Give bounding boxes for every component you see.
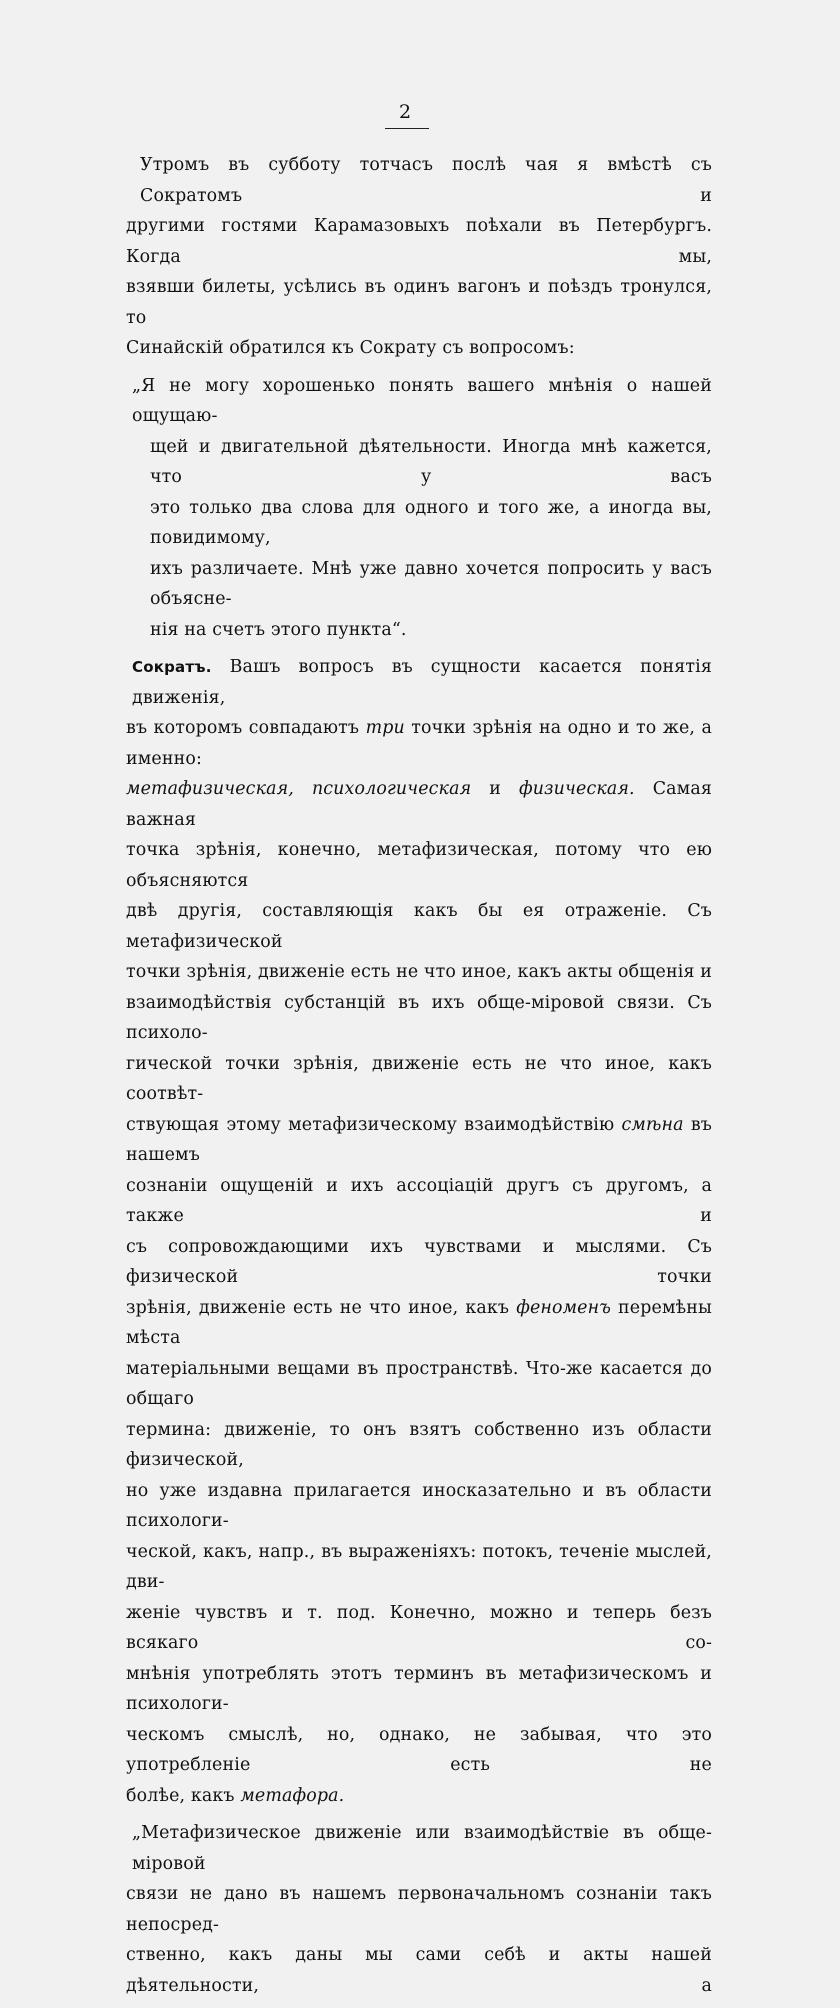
body-text	[126, 150, 712, 2008]
text-span: ствующая этому метафизическому взаимодѣйствію	[126, 1114, 622, 1135]
paragraph-3-socrates	[126, 652, 712, 1811]
text-line: другими гостями Карамазовыхъ поѣхали въ Петербургъ. Когда мы,	[126, 216, 712, 267]
text-line: взявши билеты, усѣлись въ одинъ вагонъ и поѣздъ тронулся, то	[126, 277, 712, 328]
italic-span: метафизическая,	[126, 779, 294, 799]
text-line	[126, 1781, 712, 1812]
text-span: точки зрѣнія на одно и то же, а именно:	[126, 718, 713, 769]
text-line: ческой, какъ, напр., въ выраженіяхъ: потокъ, теченіе мыслей, дви-	[126, 1541, 712, 1592]
text-span: Вашъ вопросъ въ сущности касается понятія движенія,	[132, 657, 712, 708]
page-number-rule	[385, 128, 429, 129]
text-line: взаимодѣйствія субстанцій въ ихъ обще-міровой связи. Съ психоло-	[126, 992, 712, 1043]
speaker-name: Сократъ.	[132, 658, 212, 676]
text-line	[126, 713, 712, 774]
italic-span: три	[365, 718, 405, 738]
text-line: „Метафизическое движеніе или взаимодѣйствіе въ обще-міровой	[132, 1823, 712, 1874]
text-line: точки зрѣнія, движеніе есть не что иное, какъ акты общенія и	[126, 962, 712, 982]
text-line: щей и двигательной дѣятельности. Иногда мнѣ кажется, что у васъ	[150, 436, 712, 487]
text-line: связи не дано въ нашемъ первоначальномъ сознаніи такъ непосред-	[126, 1884, 712, 1935]
italic-span: метафора.	[240, 1785, 345, 1806]
text-line: но уже издавна прилагается иносказательно и въ области психологи-	[126, 1480, 712, 1531]
italic-span: физическая.	[518, 779, 635, 799]
paragraph-4	[126, 1818, 712, 2001]
text-span: и	[471, 779, 519, 799]
text-line: гической точки зрѣнія, движеніе есть не что иное, какъ соотвѣт-	[126, 1053, 712, 1104]
text-span: въ нашемъ	[126, 1114, 712, 1165]
italic-span: психологическая	[311, 779, 472, 799]
text-line: сознаніи ощущеній и ихъ ассоціацій другъ съ другомъ, а также и	[126, 1175, 712, 1226]
text-line	[126, 774, 712, 835]
text-line	[126, 1293, 712, 1354]
text-line: ческомъ смыслѣ, но, однако, не забывая, что это употребленіе есть не	[126, 1724, 712, 1775]
text-line: двѣ другія, составляющія какъ бы ея отраженіе. Съ метафизической	[126, 901, 712, 952]
italic-span: феноменъ	[516, 1297, 611, 1318]
text-line: Синайскій обратился къ Сократу съ вопросомъ:	[126, 338, 575, 358]
text-line	[126, 1110, 712, 1171]
text-line: ственно, какъ даны мы сами себѣ и акты нашей дѣятельности, а	[126, 1945, 712, 1996]
paragraph-1	[126, 150, 712, 364]
text-line: это только два слова для одного и того же, а иногда вы, повидимому,	[150, 497, 712, 548]
text-line: ихъ различаете. Мнѣ уже давно хочется попросить у васъ объясне-	[150, 558, 712, 609]
text-line: Утромъ въ субботу тотчасъ послѣ чая я вмѣстѣ съ Сократомъ и	[140, 155, 712, 206]
text-line: „Я не могу хорошенько понять вашего мнѣнія о нашей ощущаю-	[132, 375, 712, 426]
text-span: перемѣны мѣста	[126, 1297, 712, 1348]
text-line: женіе чувствъ и т. под. Конечно, можно и теперь безъ всякаго со-	[126, 1602, 712, 1653]
paragraph-2-quote	[126, 371, 712, 646]
text-span: въ которомъ совпадаютъ	[126, 718, 366, 738]
text-span: Самая важная	[126, 779, 712, 830]
text-line: мнѣнія употреблять этотъ терминъ въ метафизическомъ и психологи-	[126, 1663, 712, 1714]
italic-span: смѣна	[621, 1114, 684, 1135]
text-line: матеріальными вещами въ пространствѣ. Что-же касается до общаго	[126, 1358, 712, 1409]
page-number: 2	[398, 101, 412, 123]
text-span: зрѣнія, движеніе есть не что иное, какъ	[126, 1297, 517, 1318]
text-line: точка зрѣнія, конечно, метафизическая, потому что ею объясняются	[126, 840, 712, 891]
text-line: съ сопровождающими ихъ чувствами и мыслями. Съ физической точки	[126, 1236, 712, 1287]
text-line	[126, 652, 712, 713]
text-line: нія на счетъ этого пункта“.	[150, 619, 407, 640]
text-line: термина: движеніе, то онъ взятъ собственно изъ области физической,	[126, 1419, 712, 1470]
text-span: болѣе, какъ	[126, 1785, 241, 1806]
